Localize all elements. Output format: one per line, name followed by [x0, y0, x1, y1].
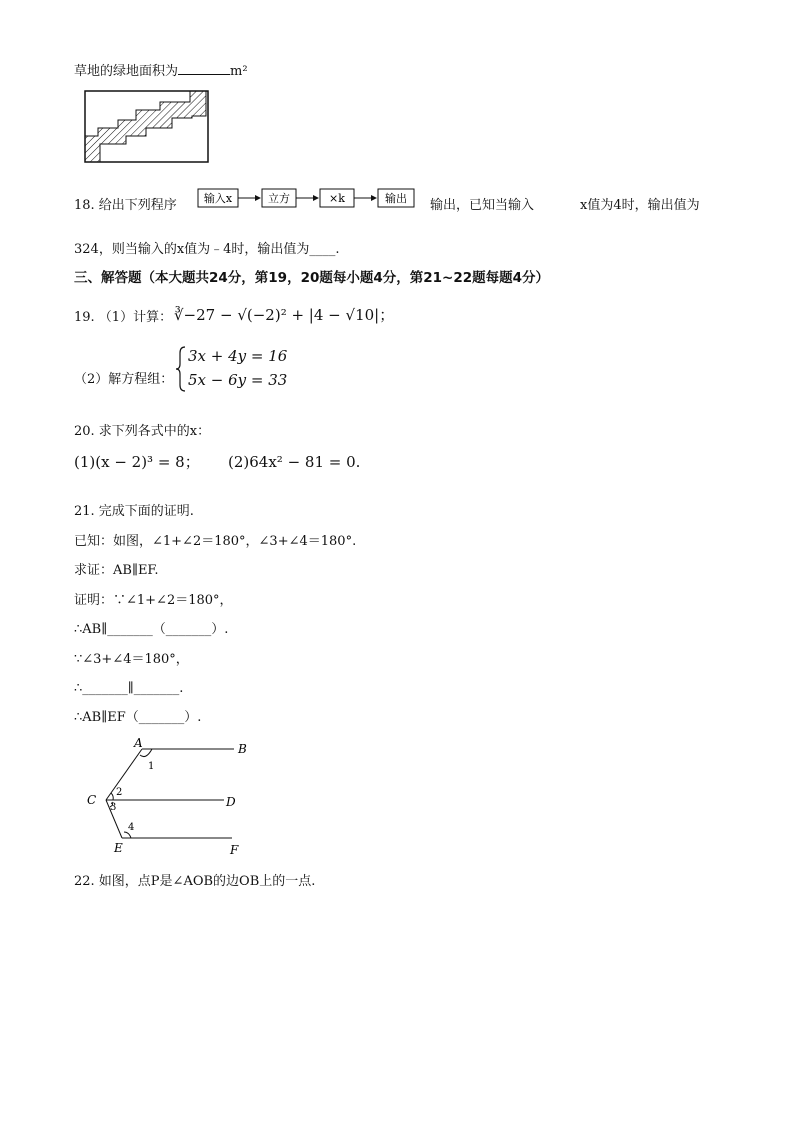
- q22-text: 22. 如图，点P是∠AOB的边OB上的一点.: [74, 874, 316, 889]
- q17-text: 草地的绿地面积为: [74, 64, 179, 79]
- label-B: B: [238, 742, 247, 756]
- label-A: A: [134, 736, 143, 750]
- q19-part1-label: 19. （1）计算：: [74, 310, 173, 325]
- q18-box-input: 输入x: [203, 192, 233, 205]
- q18-line2: 324，则当输入的x值为﹣4时，输出值为____.: [74, 242, 340, 257]
- q18-program-flow: [196, 186, 422, 212]
- q19-eq1: 3x + 4y = 16: [188, 347, 288, 365]
- q18-mid2: x值为4时，输出值为: [580, 198, 700, 213]
- section3-title: 三、解答题（本大题共24分，第19，20题每小题4分，第21~22题每题4分）: [74, 270, 550, 286]
- angle-label-3: 3: [110, 802, 117, 813]
- q18-box-output: 输出: [385, 192, 407, 205]
- q17-line: [74, 62, 248, 80]
- q21-prove: 求证：AB∥EF.: [74, 563, 159, 578]
- label-E: E: [114, 841, 123, 855]
- q20-title: 20. 求下列各式中的x：: [74, 424, 211, 439]
- q18-mid: 输出，已知当输入: [430, 198, 535, 213]
- label-F: F: [230, 843, 239, 857]
- hatched-path: [85, 91, 206, 162]
- q19-part2-label: （2）解方程组：: [74, 372, 174, 387]
- q19-part1-expr: ∛−27 − √(−2)² + |4 − √10|；: [174, 306, 395, 324]
- q18-prefix: 18. 给出下列程序: [74, 198, 177, 213]
- q18-box-cube: 立方: [268, 192, 290, 205]
- q21-proof1: 证明：∵∠1+∠2＝180°，: [74, 593, 233, 608]
- q17-unit: m²: [230, 64, 248, 79]
- angle-label-4: 4: [128, 822, 135, 833]
- angle-label-1: 1: [148, 761, 155, 772]
- q19-eq2: 5x − 6y = 33: [188, 371, 288, 389]
- q21-proof2: ∴AB∥_______（_______）.: [74, 622, 229, 637]
- q20-eq1: (1)(x − 2)³ = 8；: [74, 453, 200, 471]
- q17-blank: [178, 62, 230, 75]
- q21-proof5: ∴AB∥EF（_______）.: [74, 710, 202, 725]
- q17-figure: [84, 90, 210, 164]
- label-D: D: [226, 795, 236, 809]
- q21-proof4: ∴_______∥_______.: [74, 681, 184, 696]
- q18-box-times-k: ×k: [329, 192, 345, 205]
- angle-label-2: 2: [116, 787, 123, 798]
- q21-given: 已知：如图，∠1+∠2＝180°，∠3+∠4＝180°.: [74, 534, 357, 549]
- brace-icon: [176, 346, 186, 392]
- q21-proof3: ∵∠3+∠4＝180°，: [74, 652, 189, 667]
- q20-eq2: (2)64x² − 81 = 0.: [228, 453, 361, 471]
- q21-title: 21. 完成下面的证明.: [74, 504, 194, 519]
- q21-figure: [84, 736, 254, 858]
- label-C: C: [87, 793, 97, 807]
